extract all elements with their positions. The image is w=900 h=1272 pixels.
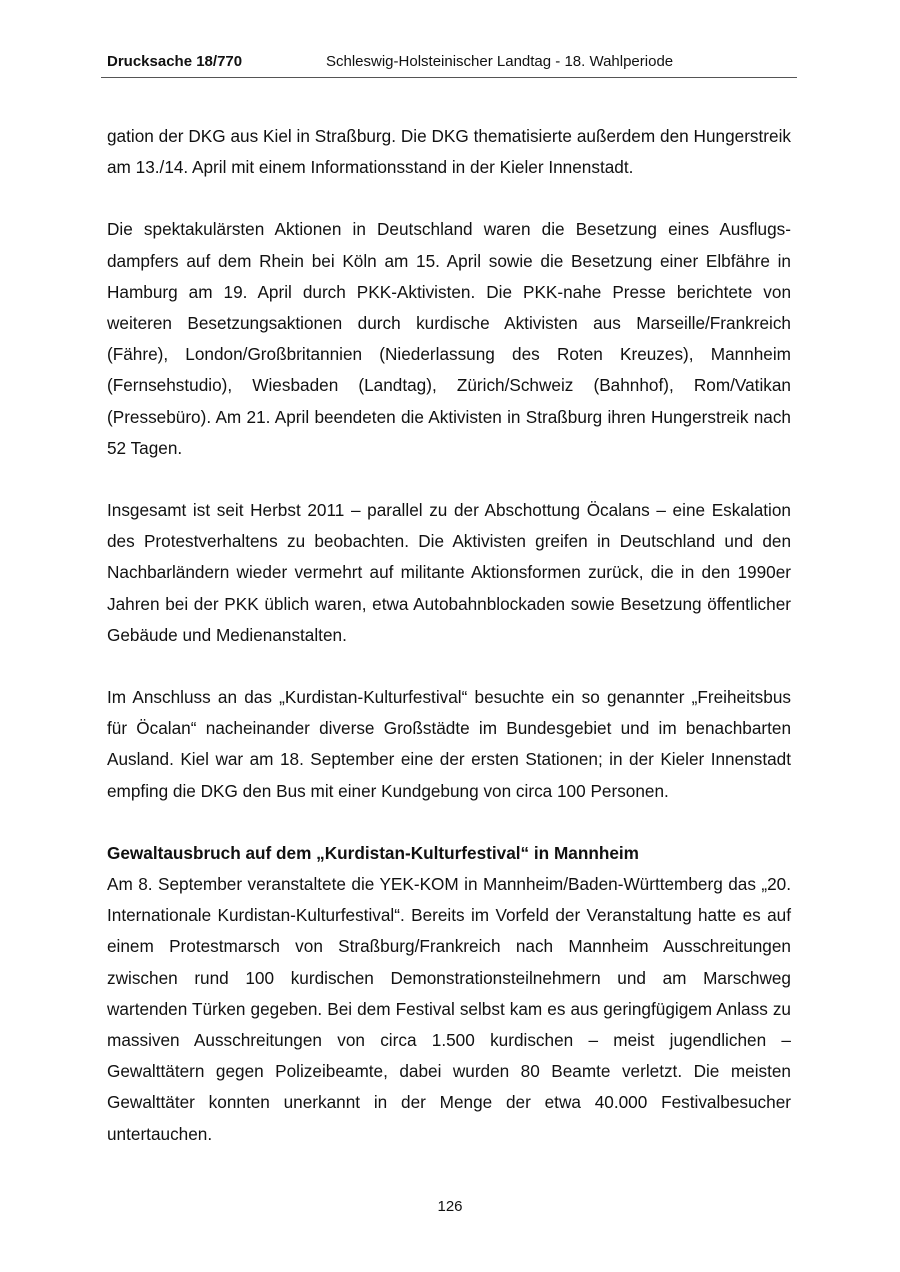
document-number: Drucksache 18/770 xyxy=(107,53,243,70)
document-body xyxy=(107,121,791,1181)
page-number: 126 xyxy=(437,1198,463,1215)
paragraph: Die spektakulärsten Aktionen in Deutschland waren die Besetzung eines Ausflugsdampfers auf dem Rhein bei Köln am 15. April sowie die Besetzung einer Elbfähre in Hamburg am 19. April durch PKK-Aktivisten. Die PKK-nahe Presse berichtete von weiteren Besetzungsaktionen durch kurdische Aktivisten aus Marseille/Frankreich (Fähre), London/Großbritannien (Niederlassung des Roten Kreuzes), Mannheim (Fernsehstudio), Wiesbaden (Landtag), Zürich/Schweiz (Bahnhof), Rom/Vatikan (Pressebüro). Am 21. April beendeten die Aktivisten in Straßburg ihren Hungerstreik nach 52 Tagen. xyxy=(107,219,791,458)
section-paragraph: Am 8. September veranstaltete die YEK-KOM in Mannheim/Baden-Württemberg das „20. Internationale Kurdistan-Kulturfestival“. Bereits im Vorfeld der Veranstaltung hatte es auf einem Protestmarsch von Straßburg/Frankreich nach Mannheim Ausschreitungen zwischen rund 100 kurdischen Demonstrationsteilnehmern und am Marschweg wartenden Türken gegeben. Bei dem Festival selbst kam es aus geringfügigem Anlass zu massiven Ausschreitungen von circa 1.500 kurdischen – meist jugendlichen – Gewalttätern gegen Polizeibeamte, dabei wurden 80 Beamte verletzt. Die meisten Gewalttäter konnten unerkannt in der Menge der etwa 40.000 Festivalbesucher untertauchen. xyxy=(107,874,791,1144)
paragraph: Insgesamt ist seit Herbst 2011 – parallel zu der Abschottung Öcalans – eine Eskalation des Protestverhaltens zu beobachten. Die Aktivisten greifen in Deutschland und den Nachbarländern wieder vermehrt auf militante Aktionsformen zurück, die in den 1990er Jahren bei der PKK üblich waren, etwa Autobahnblockaden sowie Besetzung öffentlicher Gebäude und Medienanstalten. xyxy=(107,500,791,645)
paragraph: gation der DKG aus Kiel in Straßburg. Die DKG thematisierte außerdem den Hungerstreik am 13./14. April mit einem Informationsstand in der Kieler Innenstadt. xyxy=(107,126,791,178)
paragraph: Im Anschluss an das „Kurdistan-Kulturfestival“ besuchte ein so genannter „Freiheitsbus für Öcalan“ nacheinander diverse Großstädte im Bundesgebiet und im benachbarten Ausland. Kiel war am 18. September eine der ersten Stationen; in der Kieler Innenstadt empfing die DKG den Bus mit einer Kundgebung von circa 100 Personen. xyxy=(107,687,791,801)
assembly-title: Schleswig-Holsteinischer Landtag - 18. Wahlperiode xyxy=(326,53,674,70)
page-header xyxy=(101,52,797,78)
section-heading: Gewaltausbruch auf dem „Kurdistan-Kulturfestival“ in Mannheim xyxy=(107,842,639,863)
